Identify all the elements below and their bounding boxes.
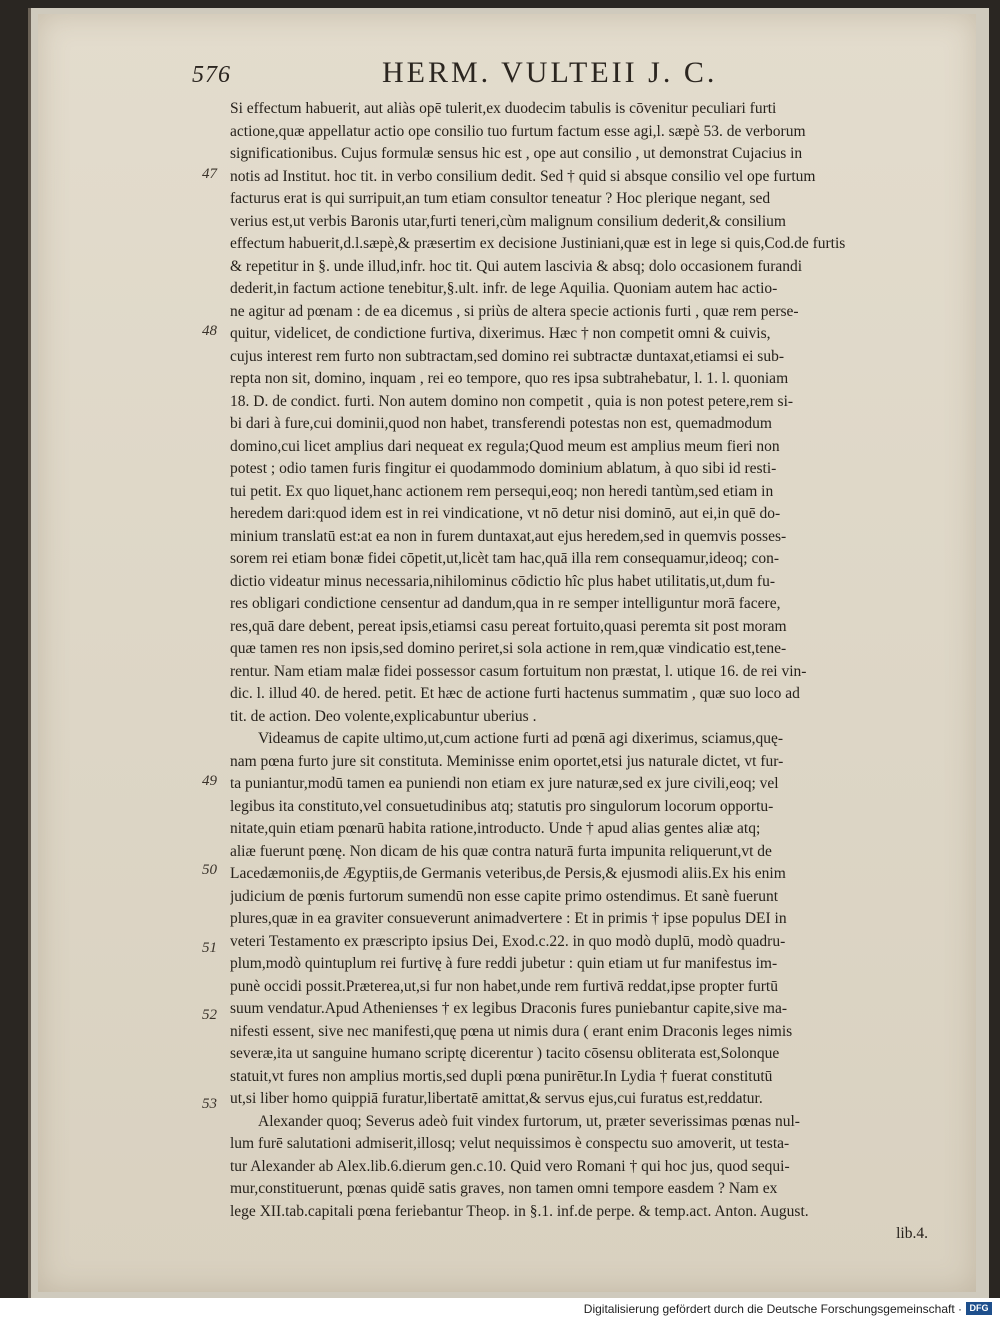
text-line: significationibus. Cujus formulæ sensus hic est , ope aut consilio , ut demonstrat Cujacius in (230, 145, 803, 162)
text-line: facturus erat is qui surripuit,an tum etiam consultor teneatur ? Hoc plerique negant, sed (230, 190, 771, 207)
text-line: cujus interest rem furto non subtractam,sed domino rei subtractæ duntaxat,etiamsi ei sub- (230, 347, 784, 365)
text-line: quitur, videlicet, de condictione furtiva, dixerimus. Hæc † non competit omni & cuivis, (230, 325, 771, 342)
text-line: repta non sit, domino, inquam , rei eo tempore, quo res ipsa subtrahebatur, l. 1. l. quoniam (230, 370, 789, 387)
text-line: Alexander quoq; Severus adeò fuit vindex furtorum, ut, præter severissimas pœnas nul- (258, 1112, 800, 1130)
margin-number: 47 (202, 166, 217, 182)
text-line: 18. D. de condict. furti. Non autem domino non competit , quia is non potest petere,rem si- (230, 392, 794, 410)
text-line: nitate,quin etiam pœnarū habita ratione,introducto. Unde † apud alias gentes aliæ atq; (230, 820, 761, 837)
text-line: lum furē salutationi admiserit,illosq; velut nequissimos è conspectu suo amoverit, ut testa- (230, 1135, 790, 1152)
text-line: verius est,ut verbis Baronis utar,furti teneri,cùm malignum consilium dederit,& consilium (230, 212, 786, 230)
text-line: judicium de pœnis furtorum sumendū non esse capite primo ostendimus. Et sanè fuerunt (230, 887, 778, 905)
text-line: sorem rei etiam bonæ fidei cōpetit,ut,licèt tam hac,quā illa rem consequamur,ideoq; con- (230, 550, 780, 567)
text-line: actione,quæ appellatur actio ope consilio tuo furtum factum esse agi,l. sæpè 53. de verborum (230, 122, 806, 140)
text-line: dictio videatur minus necessaria,nihilominus cōdictio hîc plus habet utilitatis,ut,dum fu- (230, 572, 775, 590)
margin-number: 52 (202, 1007, 217, 1023)
text-line: rentur. Nam etiam malæ fidei possessor casum fortuitum non præstat, l. utique 16. de rei vin- (230, 662, 807, 680)
margin-number: 51 (202, 940, 217, 956)
text-line: ta puniantur,modū tamen ea puniendi non etiam ex jure naturæ,sed ex jure civili,eoq; vel (230, 775, 779, 792)
text-line: res obligari condictione censentur ad dandum,qua in re semper intelliguntur morā facere, (230, 595, 781, 612)
text-line: & repetitur in §. unde illud,infr. hoc tit. Qui autem lascivia & absq; dolo occasionem furandi (230, 257, 803, 275)
text-line: lib.4. (896, 1225, 928, 1242)
text-line: nam pœna furto jure sit constituta. Meminisse enim oportet,etsi jus naturale dictet, vt fur- (230, 752, 784, 770)
margin-number: 50 (202, 862, 217, 878)
text-line: notis ad Institut. hoc tit. in verbo consilium dedit. Sed † quid si absque consilio vel ope furtum (230, 167, 816, 185)
text-line: severæ,ita ut sanguine humano scriptę dicerentur ) tacito cōsensu obliterata est,Solonque (230, 1045, 780, 1062)
text-line: bi dari à fure,cui dominii,quod non habet, transferendi potestas non est, quemadmodum (230, 415, 772, 432)
text-line: punè occidi possit.Præterea,ut,si fur non habet,unde rem furtivā reddat,ipse propter furtū (230, 977, 778, 995)
text-line: tui petit. Ex quo liquet,hanc actionem rem persequi,eoq; non heredi tantùm,sed etiam in (230, 482, 774, 500)
text-line: domino,cui licet amplius dari nequeat ex regula;Quod meum est amplius meum fieri non (230, 437, 780, 455)
text-line: tit. de action. Deo volente,explicabuntur uberius . (230, 707, 537, 725)
text-line: lege XII.tab.capitali pœna feriebantur Theop. in §.1. inf.de perpe. & temp.act. Anton. August. (230, 1202, 809, 1220)
text-line: tur Alexander ab Alex.lib.6.dierum gen.c.10. Quid vero Romani † qui hoc jus, quod sequi- (230, 1157, 790, 1175)
text-line: mur,constituerunt, pœnas quidē satis graves, non tamen omni tempore easdem ? Nam ex (230, 1180, 778, 1197)
text-line: effectum habuerit,d.l.sæpè,& præsertim ex decisione Justiniani,quæ est in lege si quis,Cod.de furtis (230, 235, 846, 252)
text-line: minium translatū est:at ea non in furem duntaxat,aut ejus heredem,sed in quemvis posses- (230, 527, 787, 545)
text-line: Videamus de capite ultimo,ut,cum actione furti ad pœnā agi dixerimus, sciamus,quę- (258, 730, 784, 747)
text-line: ne agitur ad pœnam : de ea dicemus , si priùs de altera specie actionis furti , quæ rem perse- (230, 302, 799, 320)
footer-bar (0, 1298, 1000, 1320)
text-line: suum vendatur.Apud Athenienses † ex legibus Draconis fures puniebantur capite,sive ma- (230, 1000, 788, 1017)
text-line: res,quā dare debent, pereat ipsis,etiamsi casu pereat fortuito,quasi peremta sit post moram (230, 617, 787, 635)
text-line: heredem dari:quod idem est in rei vindicatione, vt nō detur nisi dominō, aut ei,in quē do- (230, 505, 781, 522)
margin-number: 53 (202, 1096, 217, 1112)
text-line: dic. l. illud 40. de hered. petit. Et hæc de actione furti hactenus summatim , quæ suo loco ad (230, 685, 800, 702)
dfg-logo: DFG (966, 1302, 992, 1315)
margin-number: 48 (202, 323, 217, 339)
text-line: legibus ita constituto,vel consuetudinibus atq; statutis pro singulorum locorum opportu- (230, 797, 774, 815)
text-line: Si effectum habuerit, aut aliàs opē tulerit,ex duodecim tabulis is cōvenitur peculiari furti (230, 100, 777, 117)
text-line: veteri Testamento ex præscripto ipsius Dei, Exod.c.22. in quo modò duplū, modò quadru- (230, 932, 786, 950)
running-head: HERM. VULTEII J. C. (382, 56, 718, 89)
page-header (192, 52, 752, 92)
text-line: nifesti essent, sive nec manifesti,quę pœna ut nimis dura ( erant enim Draconis leges nimis (230, 1022, 793, 1040)
text-line: Lacedæmoniis,de Ægyptiis,de Germanis veteribus,de Persis,& ejusmodi aliis.Ex his enim (230, 865, 786, 882)
text-line: quæ tamen res non ipsis,sed domino periret,si sola actione in rem,quæ vindicatio est,tene- (230, 640, 787, 657)
text-line: potest ; odio tamen furis fingitur ei quodammodo dominium ablatum, à quo sibi id resti- (230, 460, 777, 477)
text-line: ut,si liber homo quippiā furatur,libertatē amittat,& servus ejus,cui furatus est,reddatur. (230, 1090, 763, 1107)
funding-credit: Digitalisierung gefördert durch die Deutsche Forschungsgemeinschaft · (583, 1302, 962, 1316)
text-line: plum,modò quintuplum rei furtivę à fure reddi jubetur : quin etiam ut fur manifestus im- (230, 955, 778, 972)
text-line: statuit,vt fures non amplius mortis,sed dupli pœna punirētur.In Lydia † fuerat constitutū (230, 1067, 773, 1085)
page-number: 576 (192, 62, 231, 88)
text-line: aliæ fuerunt pœnę. Non dicam de his quæ contra naturā furta impunita reliquerunt,vt de (230, 842, 772, 860)
margin-number: 49 (202, 773, 217, 789)
text-line: plures,quæ in ea graviter consueverunt animadvertere : Et in primis † ipse populus DEI in (230, 910, 787, 927)
body-text (230, 98, 948, 1246)
text-line: dederit,in factum actione tenebitur,§.ult. infr. de lege Aquilia. Quoniam autem hac actio- (230, 280, 778, 297)
